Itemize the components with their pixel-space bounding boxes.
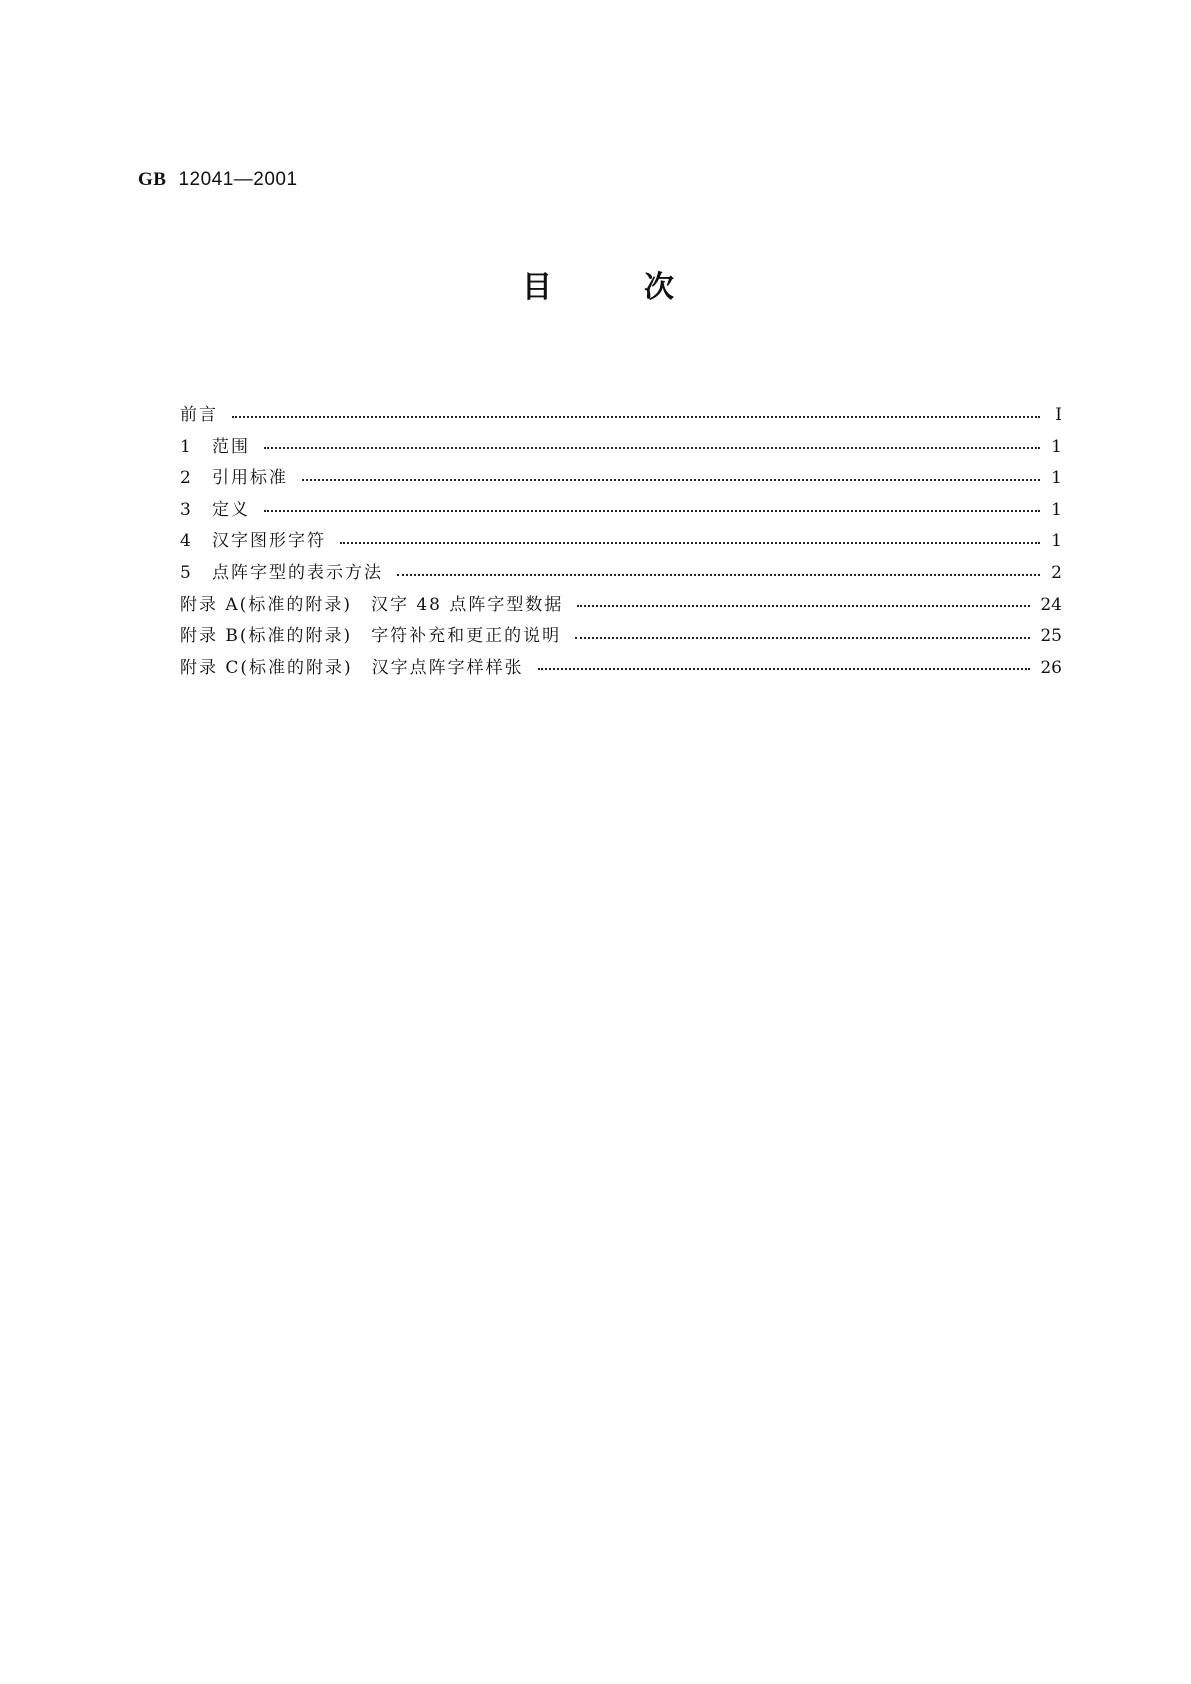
toc-leader-dots — [575, 637, 1030, 639]
toc-entry-scope[interactable] — [180, 432, 1062, 464]
toc-section-number: 2 — [180, 468, 191, 489]
toc-section-number: 5 — [180, 562, 191, 583]
toc-page-number: 1 — [1051, 499, 1062, 520]
toc-page-number: I — [1055, 405, 1062, 425]
toc-page-number: 1 — [1051, 531, 1062, 552]
toc-section-number: 4 — [180, 531, 191, 552]
toc-leader-dots — [340, 542, 1040, 544]
toc-page-number: 1 — [1051, 436, 1062, 457]
toc-page-number: 25 — [1040, 626, 1062, 647]
toc-page-number: 1 — [1051, 468, 1062, 489]
toc-entry-label: 前言 — [180, 405, 218, 425]
toc-entry-appendix-c[interactable] — [180, 653, 1062, 685]
toc-entry-label: 附录 A(标准的附录) 汉字 48 点阵字型数据 — [180, 594, 564, 615]
toc-entry-label: 汉字图形字符 — [212, 531, 326, 552]
toc-leader-dots — [577, 605, 1030, 607]
toc-entry-dot-matrix-representation[interactable] — [180, 558, 1062, 590]
toc-leader-dots — [538, 668, 1031, 670]
toc-leader-dots — [302, 479, 1040, 481]
toc-entry-label: 定义 — [212, 499, 250, 520]
toc-title: 目次 — [522, 270, 766, 305]
toc-section-number: 1 — [180, 436, 191, 457]
toc-entry-graphic-characters[interactable] — [180, 526, 1062, 558]
standard-number: 12041—2001 — [178, 169, 298, 190]
toc-entry-appendix-b[interactable] — [180, 621, 1062, 653]
toc-entry-label: 引用标准 — [212, 468, 288, 489]
standard-prefix: GB — [138, 169, 167, 190]
table-of-contents — [180, 400, 1062, 684]
toc-leader-dots — [264, 510, 1040, 512]
toc-entry-definitions[interactable] — [180, 495, 1062, 527]
toc-entry-appendix-a[interactable] — [180, 590, 1062, 622]
toc-entry-label: 点阵字型的表示方法 — [212, 562, 383, 583]
toc-entry-label: 范围 — [212, 436, 250, 457]
toc-entry-normative-references[interactable] — [180, 463, 1062, 495]
toc-entry-label: 附录 C(标准的附录) 汉字点阵字样样张 — [180, 657, 524, 678]
toc-page-number: 26 — [1040, 657, 1062, 678]
toc-entry-label: 附录 B(标准的附录) 字符补充和更正的说明 — [180, 626, 562, 647]
toc-section-number: 3 — [180, 499, 191, 520]
toc-page-number: 24 — [1040, 594, 1062, 615]
toc-leader-dots — [397, 574, 1040, 576]
toc-page-number: 2 — [1051, 562, 1062, 583]
toc-entry-foreword[interactable] — [180, 400, 1062, 432]
toc-leader-dots — [264, 447, 1040, 449]
toc-leader-dots — [232, 416, 1040, 418]
standard-code — [138, 168, 298, 191]
